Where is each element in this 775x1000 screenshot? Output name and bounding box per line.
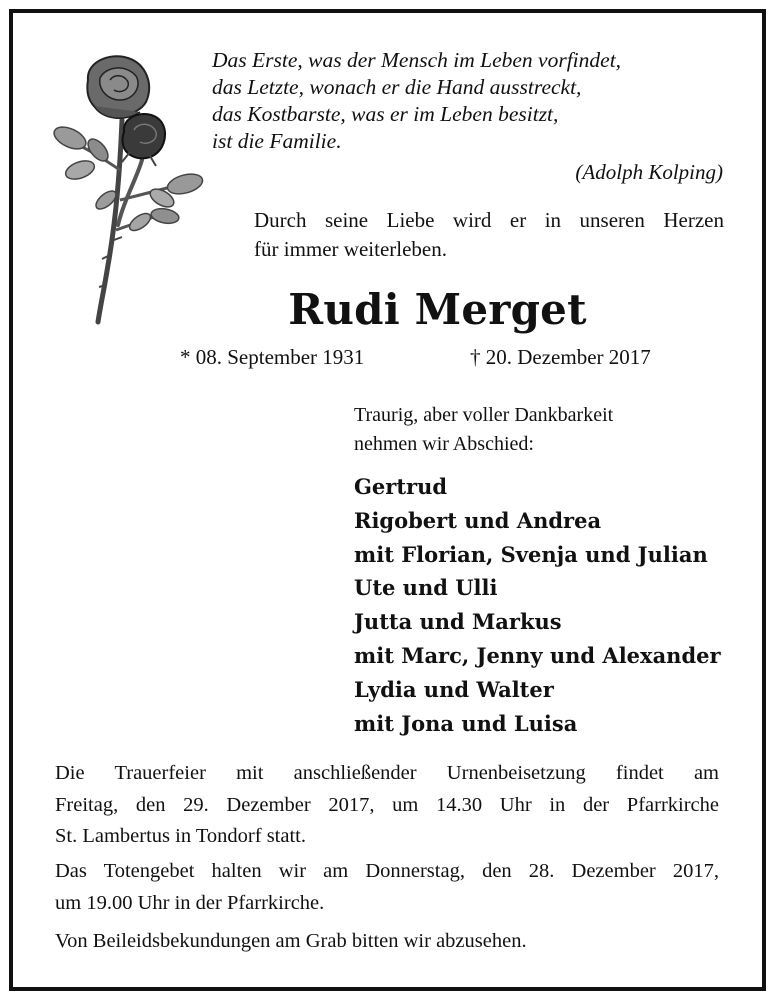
quote-author: (Adolph Kolping) [575,160,723,184]
funeral-line: Freitag, den 29. Dezember 2017, um 14.30 Uhr in der Pfarrkirche [55,793,719,816]
prayer-line: Das Totengebet halten wir am Donnerstag, den 28. Dezember 2017, [55,860,719,882]
condolences-line: Von Beileidsbekundungen am Grab bitten wir abzusehen. [55,930,527,952]
family-member: mit Florian, Svenja und Julian [354,541,708,567]
condolences-note [55,926,719,958]
intro-line: Traurig, aber voller Dankbarkeit [354,404,614,426]
prayer-info [55,856,719,919]
family-member: Jutta und Markus [354,609,562,635]
intro-line: nehmen wir Abschied: [354,433,534,455]
quote-line: ist die Familie. [212,129,342,153]
quote-line: das Letzte, wonach er die Hand ausstreckt, [212,75,582,99]
quote-block [212,47,732,155]
quote-line: das Kostbarste, was er im Leben besitzt, [212,102,559,126]
birth-date: * 08. September 1931 [180,345,365,369]
subtitle-block [254,206,724,264]
family-member: Lydia und Walter [354,676,554,702]
family-member: Ute und Ulli [354,575,498,601]
family-member: mit Marc, Jenny und Alexander [354,642,721,668]
family-list [354,470,721,740]
funeral-line: St. Lambertus in Tondorf statt. [55,825,306,847]
subtitle-line: Durch seine Liebe wird er in unseren Herzen [254,208,724,232]
family-member: Gertrud [354,474,448,499]
subtitle-line: für immer weiterleben. [254,237,447,261]
prayer-line: um 19.00 Uhr in der Pfarrkirche. [55,891,325,914]
mourning-intro [354,401,613,459]
funeral-info [55,758,719,853]
family-member: mit Jona und Luisa [354,710,578,736]
quote-line: Das Erste, was der Mensch im Leben vorfindet, [212,48,622,72]
family-member: Rigobert und Andrea [354,507,602,533]
deceased-name: Rudi Merget [288,285,587,334]
funeral-line: Die Trauerfeier mit anschließender Urnenbeisetzung findet am [55,762,719,784]
death-date: † 20. Dezember 2017 [470,345,651,369]
